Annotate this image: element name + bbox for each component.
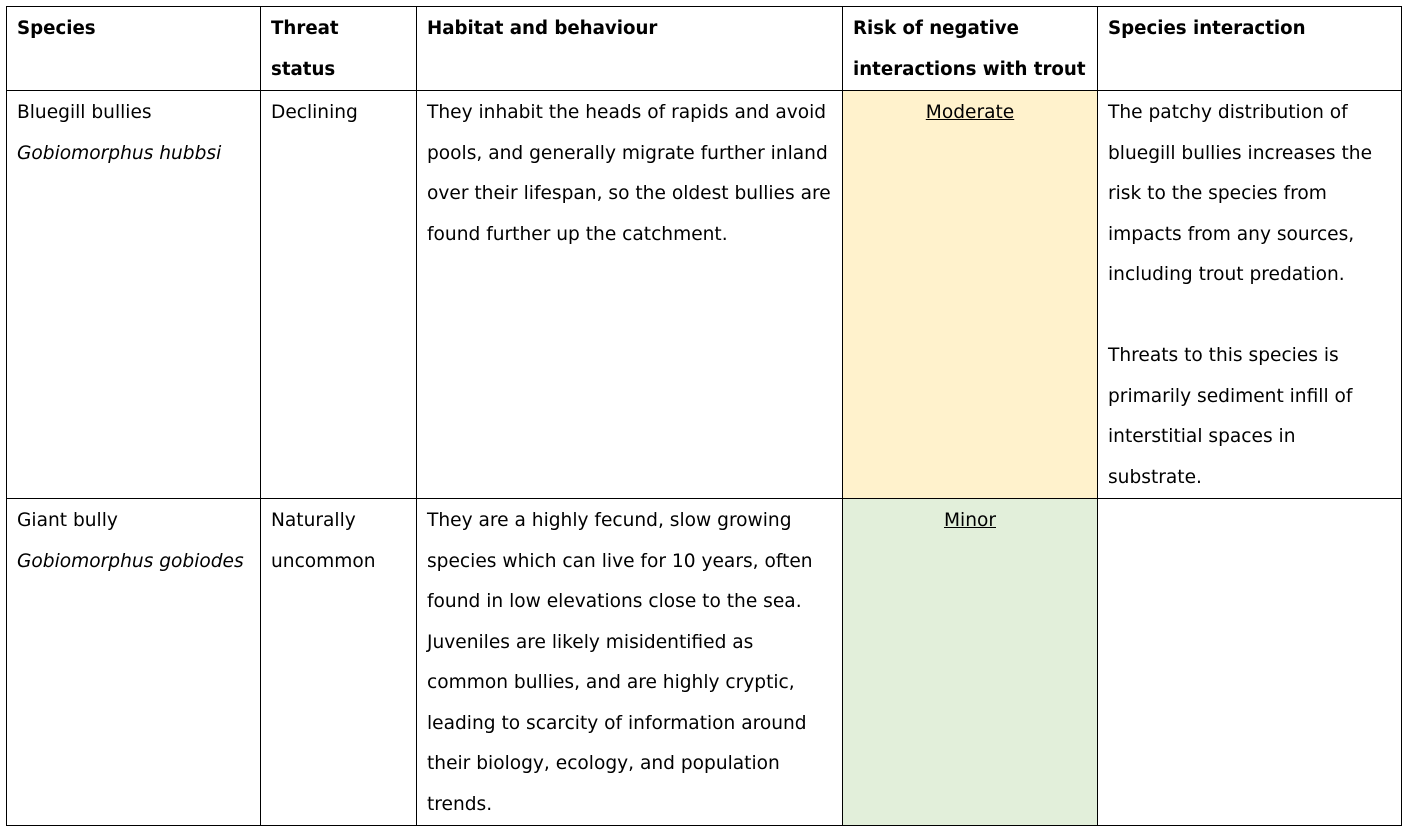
table-row bbox=[7, 91, 1402, 499]
interaction-paragraph: The patchy distribution of bluegill bullies increases the risk to the species from impacts from any sources, including trout predation. bbox=[1108, 102, 1373, 285]
habitat-cell: They inhabit the heads of rapids and avoid pools, and generally migrate further inland over their lifespan, so the oldest bullies are found further up the catchment. bbox=[417, 91, 843, 499]
table-header-row bbox=[7, 7, 1402, 91]
risk-cell bbox=[843, 91, 1098, 499]
species-cell bbox=[7, 91, 261, 499]
species-table bbox=[6, 6, 1402, 826]
scientific-name: Gobiomorphus gobiodes bbox=[17, 550, 244, 572]
interaction-paragraph: Threats to this species is primarily sediment infill of interstitial spaces in substrate. bbox=[1108, 345, 1353, 488]
risk-label: Moderate bbox=[925, 102, 1015, 123]
header-habitat: Habitat and behaviour bbox=[417, 7, 843, 91]
risk-cell bbox=[843, 499, 1098, 826]
table-row bbox=[7, 499, 1402, 826]
common-name: Giant bully bbox=[17, 510, 118, 531]
header-species: Species bbox=[7, 7, 261, 91]
header-interaction: Species interaction bbox=[1098, 7, 1402, 91]
threat-status-cell: Declining bbox=[261, 91, 417, 499]
risk-label: Minor bbox=[943, 510, 996, 531]
header-threat-status: Threat status bbox=[261, 7, 417, 91]
threat-status-cell: Naturally uncommon bbox=[261, 499, 417, 826]
interaction-cell bbox=[1098, 499, 1402, 826]
common-name: Bluegill bullies bbox=[17, 102, 152, 123]
interaction-cell bbox=[1098, 91, 1402, 499]
header-risk: Risk of negative interactions with trout bbox=[843, 7, 1098, 91]
species-cell bbox=[7, 499, 261, 826]
scientific-name: Gobiomorphus hubbsi bbox=[17, 142, 222, 164]
habitat-cell: They are a highly fecund, slow growing species which can live for 10 years, often found in low elevations close to the sea. Juveniles are likely misidentified as common bullies, and are highly cryptic, leading to scarcity of information around their biology, ecology, and population trends. bbox=[417, 499, 843, 826]
paragraph-gap bbox=[1108, 296, 1391, 337]
